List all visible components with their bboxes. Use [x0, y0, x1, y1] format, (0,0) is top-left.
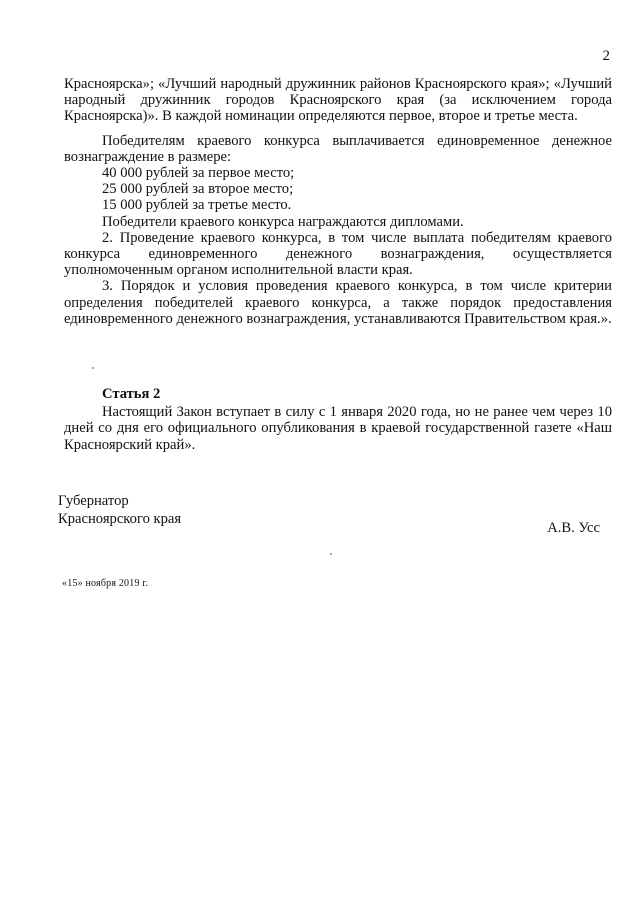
- amount-line: 40 000 рублей за первое место;: [102, 165, 295, 182]
- paragraph: Победителям краевого конкурса выплачивается единовременное денежное вознаграждение в размере:: [64, 132, 612, 165]
- paragraph: Красноярска»; «Лучший народный дружинник районов Красноярского края»; «Лучший народный дружинник городов Красноярского края (за исключением города Красноярска)». В каждой номинации определяются первое, второе и третье места.: [64, 76, 612, 125]
- paragraph: 3. Порядок и условия проведения краевого конкурса, в том числе критерии определения победителей краевого конкурса, а также порядок предоставления единовременного денежного вознаграждения, устанавливаются Правительством края.».: [64, 278, 612, 327]
- signature-title-line: Губернатор: [58, 493, 129, 509]
- signature-title: [58, 492, 181, 528]
- article-text: Настоящий Закон вступает в силу с 1 января 2020 года, но не ранее чем через 10 дней со дня его официального опубликования в краевой государственной газете «Наш Красноярский край».: [64, 404, 612, 453]
- main-text-block: [64, 76, 612, 327]
- signature-title-line: Красноярского края: [58, 511, 182, 527]
- paragraph: 2. Проведение краевого конкурса, в том числе выплата победителям краевого конкурса единовременного денежного вознаграждения, осуществляется уполномоченным органом исполнительной власти края.: [64, 229, 612, 279]
- article-title: Статья 2: [102, 386, 161, 402]
- signing-date: «15» ноября 2019 г.: [62, 578, 149, 589]
- signatory-name: А.В. Усс: [547, 520, 600, 536]
- amount-line: 25 000 рублей за второе место;: [102, 181, 294, 198]
- scan-speck: [92, 367, 94, 369]
- paragraph: Победители краевого конкурса награждаются дипломами.: [102, 213, 464, 230]
- article-2-block: [64, 386, 612, 453]
- scan-speck: [330, 553, 332, 555]
- amount-line: 15 000 рублей за третье место.: [102, 197, 292, 214]
- page-number: 2: [602, 48, 610, 64]
